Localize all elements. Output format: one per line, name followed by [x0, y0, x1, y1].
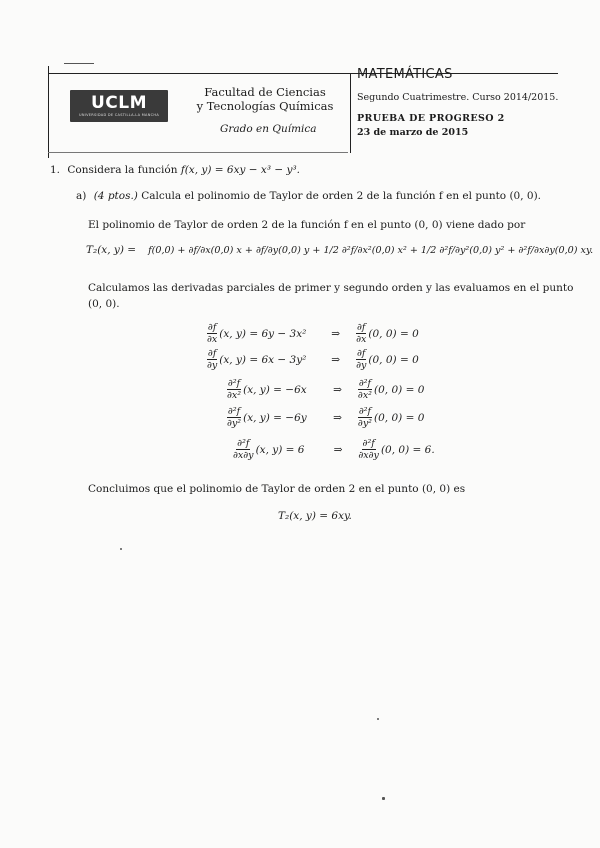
derivative-lhs: (x, y) = 6x − 3y² [219, 353, 307, 366]
implies-arrow: ⇒ [333, 411, 342, 424]
derivative-lhs: (x, y) = 6y − 3x² [219, 327, 307, 340]
points-label: (4 ptos.) [93, 190, 138, 202]
derivative-lhs: (x, y) = −6x [243, 383, 307, 396]
d2fdx2-fraction: $\frac{\text{∂²f}}{\text{∂x²}}$ [227, 378, 242, 401]
implies-arrow: ⇒ [333, 383, 342, 396]
scan-speck [382, 797, 385, 800]
function-definition: f(x, y) = 6xy − x³ − y³. [180, 164, 300, 176]
derivative-rhs: (0, 0) = 0 [374, 383, 425, 396]
taylor-formula [86, 244, 593, 256]
header-bottom-border [48, 152, 348, 153]
header-top-border [48, 73, 558, 74]
uclm-logo [70, 90, 168, 122]
scan-speck [377, 718, 379, 720]
header-divider [350, 73, 351, 153]
exam-title: PRUEBA DE PROGRESO 2 [357, 113, 505, 124]
subject-title: MATEMÁTICAS [357, 67, 453, 82]
problem-statement [50, 163, 300, 177]
header-tick [64, 63, 94, 64]
derivative-row-fxy: $\frac{\text{∂²f}}{\partial x\partial y}$ (x, y) = 6 ⇒ $\frac{\text{∂²f}}{\partial x\partial y}$ (0, 0) = 6. [233, 438, 435, 461]
implies-arrow: ⇒ [331, 327, 341, 340]
degree-label: Grado en Química [220, 123, 317, 135]
exam-date: 23 de marzo de 2015 [357, 127, 469, 138]
derivatives-intro-2: (0, 0). [88, 298, 120, 310]
header-left-border [48, 66, 49, 158]
faculty-block [190, 85, 340, 113]
derivative-rhs: (0, 0) = 0 [368, 327, 419, 340]
part-a-statement [76, 189, 541, 203]
dfdy-fraction: $\frac{\partial f}{\partial y}$ [207, 348, 218, 371]
formula-rhs: f(0,0) + ∂f/∂x(0,0) x + ∂f/∂y(0,0) y + 1/2 ∂²f/∂x²(0,0) x² + 1/2 ∂²f/∂y²(0,0) y² + ∂²f/∂x∂y(0,0) xy. [148, 244, 594, 256]
conclusion-text: Concluimos que el polinomio de Taylor de orden 2 en el punto (0, 0) es [88, 483, 466, 495]
faculty-line-2: y Tecnologías Químicas [196, 99, 334, 113]
implies-arrow: ⇒ [331, 353, 341, 366]
logo-text: UCLM [90, 93, 148, 113]
derivative-row-fyy: $\frac{\text{∂²f}}{\text{∂y²}}$ (x, y) = −6y ⇒ $\frac{\text{∂²f}}{\text{∂y²}}$ (0, 0) = 0 [227, 406, 425, 429]
derivative-lhs: (x, y) = −6y [243, 411, 307, 424]
derivative-row-fxx: $\frac{\text{∂²f}}{\text{∂x²}}$ (x, y) = −6x ⇒ $\frac{\text{∂²f}}{\text{∂x²}}$ (0, 0) = 0 [227, 378, 425, 401]
part-label: a) [76, 190, 87, 202]
problem-number: 1. [50, 164, 61, 176]
taylor-intro: El polinomio de Taylor de orden 2 de la función f en el punto (0, 0) viene dado por [88, 219, 526, 231]
implies-arrow: ⇒ [333, 443, 343, 456]
derivative-lhs: (x, y) = 6 [255, 443, 305, 456]
statement-prefix: Considera la función [67, 164, 178, 176]
derivatives-intro-1: Calculamos las derivadas parciales de primer y segundo orden y las evaluamos en el punto [88, 282, 574, 294]
scan-speck [120, 548, 122, 550]
derivative-row-fx: $\frac{\partial f}{\partial x}$ (x, y) = 6y − 3x² ⇒ $\frac{\partial f}{\partial x}$ (0, 0) = 0 [207, 322, 419, 345]
d2fdxdy-fraction: $\frac{\text{∂²f}}{\partial x\partial y}$ [233, 438, 254, 461]
logo-subtext: UNIVERSIDAD DE CASTILLA-LA MANCHA [78, 113, 160, 117]
result-formula: T₂(x, y) = 6xy. [278, 510, 352, 522]
term-label: Segundo Cuatrimestre. Curso 2014/2015. [357, 92, 559, 103]
derivative-rhs: (0, 0) = 0 [368, 353, 419, 366]
dfdx-fraction: $\frac{\partial f}{\partial x}$ [207, 322, 218, 345]
d2fdy2-fraction: $\frac{\text{∂²f}}{\text{∂y²}}$ [227, 406, 242, 429]
derivative-row-fy: $\frac{\partial f}{\partial y}$ (x, y) = 6x − 3y² ⇒ $\frac{\partial f}{\partial y}$ (0, 0) = 0 [207, 348, 419, 371]
derivative-rhs: (0, 0) = 6. [380, 443, 435, 456]
derivative-rhs: (0, 0) = 0 [374, 411, 425, 424]
formula-lhs: T₂(x, y) = [86, 244, 137, 256]
faculty-line-1: Facultad de Ciencias [204, 85, 326, 99]
part-statement: Calcula el polinomio de Taylor de orden 2 de la función f en el punto (0, 0). [141, 190, 542, 202]
